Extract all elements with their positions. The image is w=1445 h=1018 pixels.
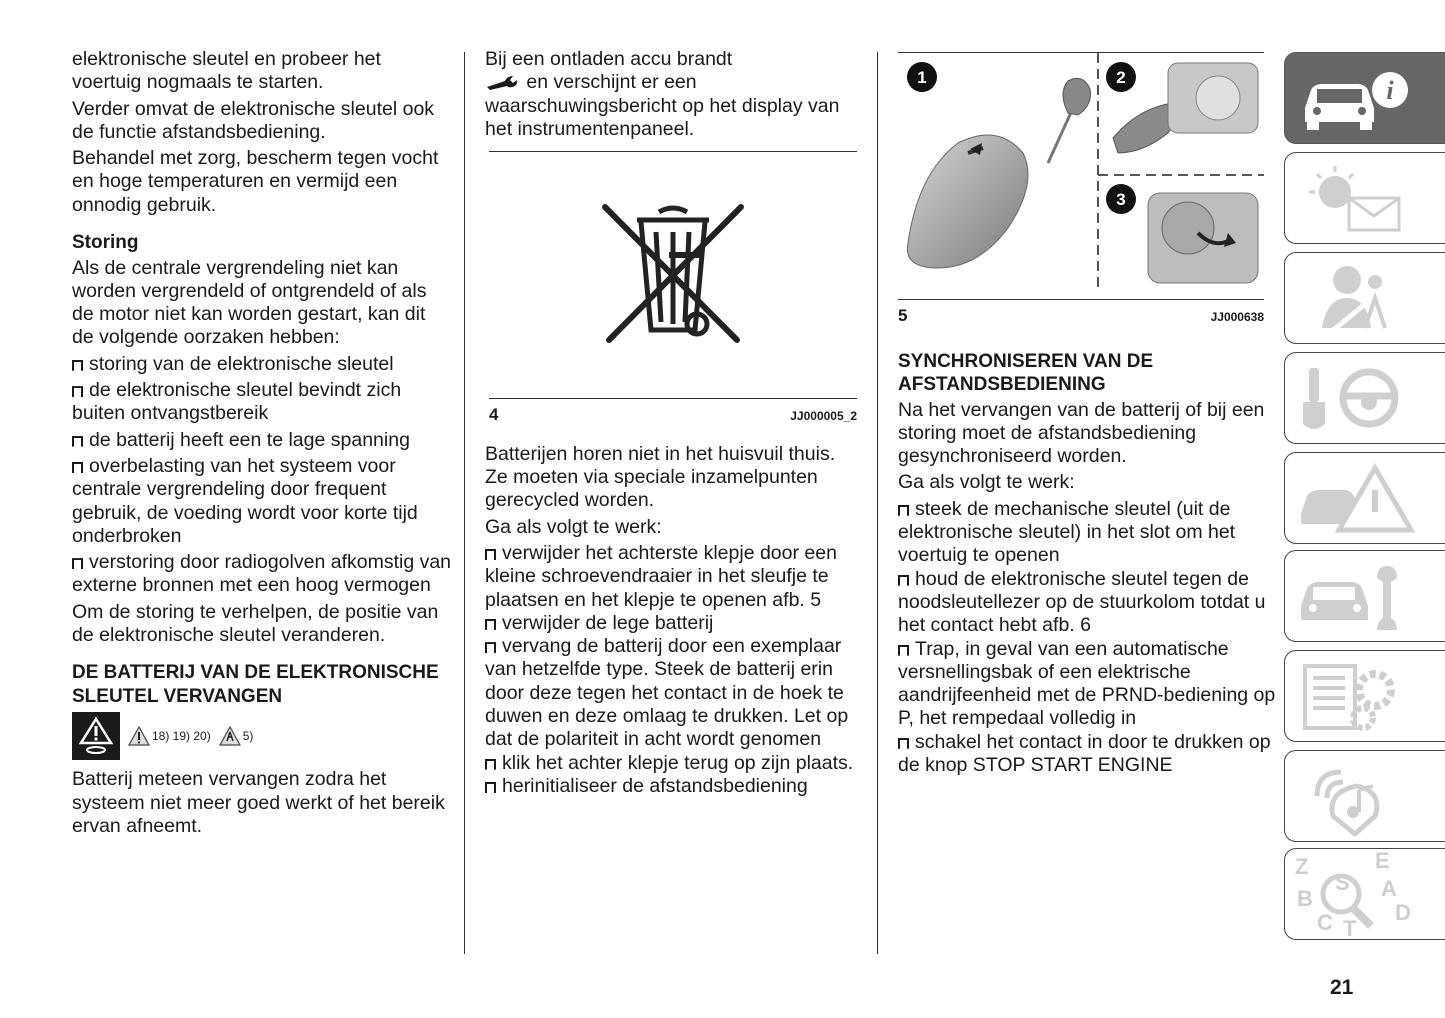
index-letter: E bbox=[1374, 850, 1390, 873]
figure-number: 4 bbox=[489, 405, 499, 425]
list-item: vervang de batterij door een exemplaar van hetzelfde type. Steek de batterij erin door deze tegen het contact in de hoek te duwen en deze omlaag te drukken. Let op dat de polariteit in acht wordt genomen bbox=[485, 635, 857, 751]
paragraph: elektronische sleutel en probeer het voertuig nogmaals te starten. bbox=[72, 48, 381, 94]
paragraph-part: en verschijnt er een waarschuwingsbericht op het display van het instrumentenpaneel. bbox=[485, 71, 840, 140]
warning-references: 18) 19) 20) bbox=[152, 728, 211, 743]
column-3 bbox=[898, 48, 1276, 777]
figure-5 bbox=[898, 52, 1264, 300]
list-item: storing van de elektronische sleutel bbox=[72, 353, 452, 376]
list-item: de elektronische sleutel bevindt zich buiten ontvangstbereik bbox=[72, 379, 452, 426]
seatbelt-airbag-icon bbox=[1287, 258, 1417, 338]
index-letter: T bbox=[1342, 916, 1356, 938]
figure-code: JJ000638 bbox=[1210, 310, 1264, 325]
list-item: houd de elektronische sleutel tegen de noodsleutellezer op de stuurkolom totdat u het contact hebt afb. 6 bbox=[898, 568, 1276, 638]
heading-battery-replace: DE BATTERIJ VAN DE ELEKTRONISCHE SLEUTEL VERVANGEN bbox=[72, 662, 439, 707]
tab-vehicle-info[interactable] bbox=[1284, 52, 1445, 144]
svg-text:i: i bbox=[1385, 76, 1394, 105]
emergency-triangle-icon bbox=[1287, 458, 1417, 538]
tab-technical-data[interactable] bbox=[1284, 650, 1445, 742]
step-number: 2 bbox=[1116, 68, 1126, 87]
list-item: verwijder het achterste klepje door een kleine schroevendraaier in het sleufje te plaatsen en het klepje te openen afb. 5 bbox=[485, 542, 857, 612]
tab-maintenance[interactable] bbox=[1284, 550, 1445, 642]
list-item: herinitialiseer de afstandsbediening bbox=[485, 775, 857, 798]
key-battery-illustration bbox=[898, 53, 1264, 293]
figure-number: 5 bbox=[898, 306, 908, 326]
step-number: 1 bbox=[917, 68, 927, 87]
list-item: klik het achter klepje terug op zijn plaats. bbox=[485, 752, 857, 775]
figure-code: JJ000005_2 bbox=[790, 409, 857, 424]
caution-triangle-icon bbox=[128, 726, 150, 746]
environment-references: 5) bbox=[242, 728, 254, 743]
tab-multimedia[interactable] bbox=[1284, 750, 1445, 842]
list-item: verstoring door radiogolven afkomstig van externe bronnen met een hoog vermogen bbox=[72, 551, 452, 597]
column-1 bbox=[72, 48, 452, 841]
index-letter: S bbox=[1334, 870, 1350, 895]
paragraph: Om de storing te verhelpen, de positie van de elektronische sleutel veranderen. bbox=[72, 600, 439, 647]
paragraph: Batterijen horen niet in het huisvuil thuis. Ze moeten via speciale inzamelpunten gerecycled worden. bbox=[485, 442, 836, 512]
heading-storing: Storing bbox=[72, 232, 139, 254]
document-gears-icon bbox=[1287, 656, 1417, 736]
tab-emergency[interactable] bbox=[1284, 452, 1445, 544]
figure-4 bbox=[489, 151, 857, 399]
paragraph: Ga als volgt te werk: bbox=[485, 515, 662, 538]
column-2 bbox=[485, 48, 857, 798]
alphabetical-index-icon bbox=[1287, 850, 1417, 938]
paragraph: Verder omvat de elektronische sleutel ook de functie afstandsbediening. bbox=[72, 97, 435, 143]
heading-sync: SYNCHRONISEREN VAN DE AFSTANDSBEDIENING bbox=[898, 350, 1154, 396]
list-item: verwijder de lege batterij bbox=[485, 612, 857, 635]
tab-starting-driving[interactable] bbox=[1284, 352, 1445, 444]
index-letter: C bbox=[1316, 910, 1333, 935]
paragraph: Batterij meteen vervangen zodra het systeem niet meer goed werkt of het bereik ervan afneemt. bbox=[72, 768, 445, 837]
list-item: steek de mechanische sleutel (uit de elektronische sleutel) in het slot om het voertuig te openen bbox=[898, 498, 1276, 568]
crossed-bin-icon bbox=[489, 152, 857, 392]
column-divider bbox=[877, 52, 878, 954]
warning-row bbox=[72, 712, 452, 760]
column-divider bbox=[464, 52, 465, 954]
index-letter: B bbox=[1296, 886, 1313, 911]
index-letter: D bbox=[1394, 900, 1411, 925]
car-wrench-icon bbox=[1287, 556, 1417, 636]
tab-safety[interactable] bbox=[1284, 252, 1445, 344]
paragraph: Ga als volgt te werk: bbox=[898, 471, 1075, 494]
wrench-icon bbox=[485, 73, 521, 91]
battery-warning-icon bbox=[72, 712, 120, 760]
tab-index[interactable] bbox=[1284, 848, 1445, 940]
paragraph bbox=[485, 48, 857, 141]
paragraph: Behandel met zorg, bescherm tegen vocht en hoge temperaturen en vermijd een onnodig gebruik. bbox=[72, 147, 439, 216]
tab-dashboard-lights[interactable] bbox=[1284, 152, 1445, 244]
paragraph-part: Bij een ontladen accu brandt bbox=[485, 48, 733, 70]
list-item: schakel het contact in door te drukken op de knop STOP START ENGINE bbox=[898, 731, 1276, 778]
paragraph: Na het vervangen van de batterij of bij een storing moet de afstandsbediening gesynchroniseerd worden. bbox=[898, 398, 1265, 468]
list-item: Trap, in geval van een automatische versnellingsbak of een elektrische aandrijfeenheid met de PRND-bediening op P, het rempedaal volledig in bbox=[898, 637, 1276, 730]
paragraph: Als de centrale vergrendeling niet kan worden vergrendeld of ontgrendeld of als de motor niet kan worden gestart, kan dit de volgende oorzaken hebben: bbox=[72, 256, 427, 349]
index-letter: A bbox=[1380, 876, 1397, 901]
step-number: 3 bbox=[1116, 190, 1126, 209]
index-letter: Z bbox=[1294, 854, 1308, 879]
list-item: overbelasting van het systeem voor centrale vergrendeling door frequent gebruik, de voeding wordt voor korte tijd onderbroken bbox=[72, 455, 452, 548]
list-item: de batterij heeft een te lage spanning bbox=[72, 429, 452, 452]
environment-triangle-icon bbox=[219, 726, 241, 746]
warning-light-message-icon bbox=[1287, 158, 1417, 238]
car-info-icon bbox=[1287, 58, 1417, 138]
multimedia-icon bbox=[1287, 756, 1417, 836]
page-number: 21 bbox=[1330, 976, 1354, 999]
key-steering-wheel-icon bbox=[1287, 358, 1417, 438]
